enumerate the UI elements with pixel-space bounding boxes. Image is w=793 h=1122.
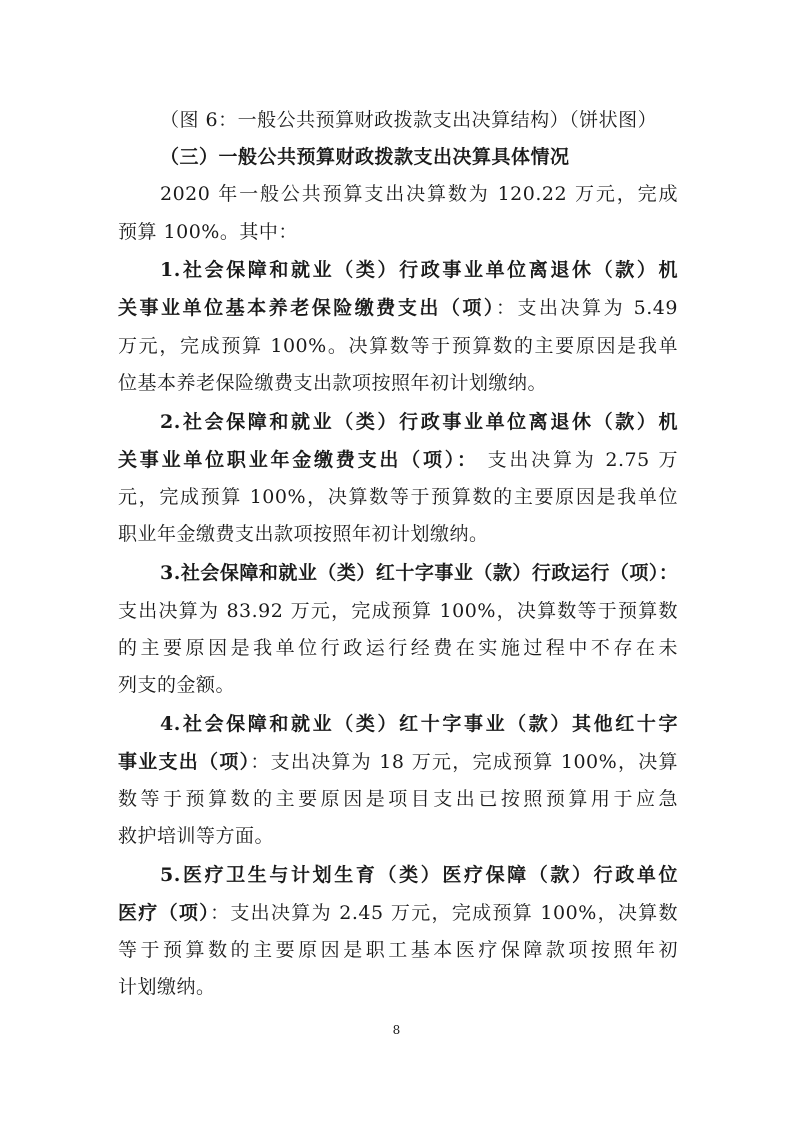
- item-3-line-1: 3.社会保障和就业（类）红十字事业（款）行政运行（项）：: [160, 562, 679, 584]
- item-2-line-4: 职业年金缴费支出款项按照年初计划缴纳。: [118, 523, 489, 545]
- item-4-line-4: 救护培训等方面。: [118, 825, 275, 847]
- item-3-line-2: 支出决算为 83.92 万元，完成预算 100%，决算数等于预算数: [118, 600, 678, 622]
- item-5-line-3: 等于预算数的主要原因是职工基本医疗保障款项按照年初: [118, 939, 678, 961]
- page-number: 8: [392, 1023, 401, 1037]
- item-4-line-1: 4.社会保障和就业（类）红十字事业（款）其他红十字: [160, 713, 678, 735]
- item-1-line-1: 1.社会保障和就业（类）行政事业单位离退休（款）机: [160, 259, 678, 281]
- figure-caption: （图 6：一般公共预算财政拨款支出决算结构）（饼状图）: [160, 109, 658, 131]
- item-5-line-4: 计划缴纳。: [118, 976, 216, 998]
- item-5-line-2: 医疗（项）：支出决算为 2.45 万元，完成预算 100%，决算数: [118, 902, 678, 924]
- item-1-line-3: 万元，完成预算 100%。决算数等于预算数的主要原因是我单: [118, 335, 678, 357]
- item-3-line-4: 列支的金额。: [118, 674, 236, 696]
- item-1-line-4: 位基本养老保险缴费支出款项按照年初计划缴纳。: [118, 372, 548, 394]
- item-4-line-3: 数等于预算数的主要原因是项目支出已按照预算用于应急: [118, 788, 678, 810]
- item-5-line-1: 5.医疗卫生与计划生育（类）医疗保障（款）行政单位: [160, 864, 678, 886]
- item-2-line-1: 2.社会保障和就业（类）行政事业单位离退休（款）机: [160, 411, 678, 433]
- intro-line-1: 2020 年一般公共预算支出决算数为 120.22 万元，完成: [160, 183, 678, 205]
- intro-line-2: 预算 100%。其中：: [118, 221, 298, 243]
- item-1-line-2: 关事业单位基本养老保险缴费支出（项）：支出决算为 5.49: [118, 297, 678, 319]
- item-2-line-2: 关事业单位职业年金缴费支出（项）： 支出决算为 2.75 万: [118, 449, 678, 471]
- section-heading: （三）一般公共预算财政拨款支出决算具体情况: [160, 146, 570, 168]
- item-3-line-3: 的主要原因是我单位行政运行经费在实施过程中不存在未: [118, 637, 678, 659]
- item-2-line-3: 元，完成预算 100%，决算数等于预算数的主要原因是我单位: [118, 486, 678, 508]
- item-4-line-2: 事业支出（项）：支出决算为 18 万元，完成预算 100%，决算: [118, 751, 678, 773]
